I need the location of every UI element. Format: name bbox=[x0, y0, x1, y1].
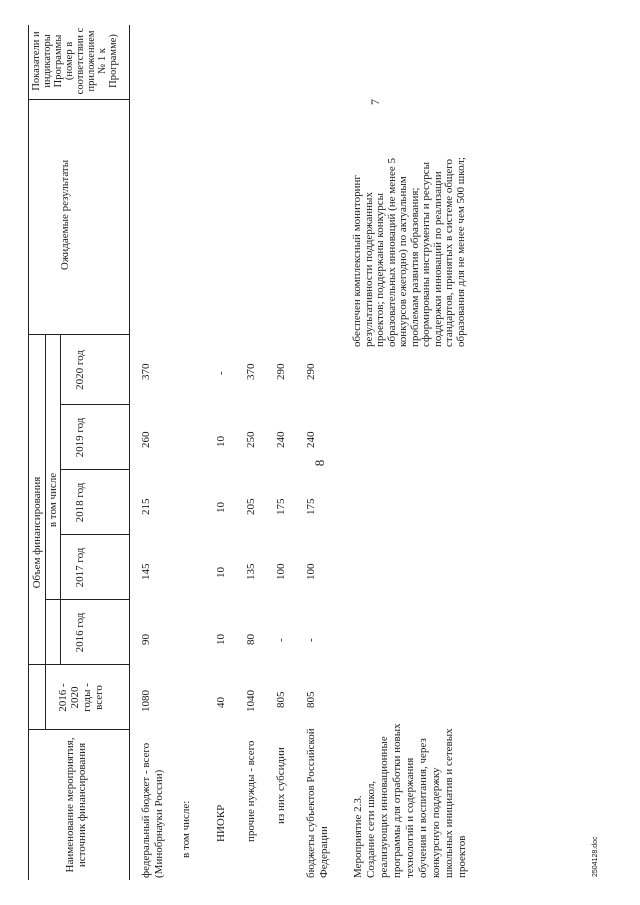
header-name: Наименование мероприятия, источник финансирования bbox=[64, 737, 88, 873]
header-indicators: Показатели и индикаторы Программы (номер в соответствии с приложением № 1 к Программе) bbox=[31, 27, 119, 95]
row-name: прочие нужды - всего bbox=[245, 740, 257, 842]
header-divider bbox=[29, 729, 129, 730]
row-2019: 260 bbox=[140, 431, 152, 448]
row-total: 805 bbox=[305, 691, 317, 708]
header-year: 2019 год bbox=[74, 417, 86, 458]
event-text: Создание сети школ, реализующих инновационные программы для отработки новых технологий и содержания обучения и воспитания, через конкурсную поддержку школьных инициатив и сетевых проектов bbox=[365, 723, 468, 878]
row-total: 40 bbox=[215, 697, 227, 708]
row-2017: 10 bbox=[215, 567, 227, 578]
event-title: Мероприятие 2.3. bbox=[352, 795, 364, 878]
header-in-that: в том числе bbox=[47, 472, 59, 528]
header-hline bbox=[45, 335, 46, 730]
row-2016: 90 bbox=[140, 634, 152, 645]
header-divider bbox=[61, 404, 129, 405]
row-2016: - bbox=[305, 638, 317, 642]
row-total: 1080 bbox=[140, 690, 152, 712]
header-year: 2017 год bbox=[74, 547, 86, 588]
row-total: 805 bbox=[275, 691, 287, 708]
expected-results: обеспечен комплексный мониторинг результативности поддержанных проектов; поддержаны конкурсы образовательных инноваций (не менее 5 конкурсов ежегодно) по актуальным проблемам развития образования; сформированы инструменты и ресурсы поддержки инноваций по реализации стандартов, принятых в системе общего образования для не менее чем 500 школ; bbox=[351, 157, 467, 347]
header-divider bbox=[29, 334, 129, 335]
table-header bbox=[28, 25, 130, 880]
row-name: в том числе: bbox=[180, 800, 192, 858]
row-2018: 175 bbox=[305, 498, 317, 515]
table-row bbox=[305, 25, 335, 880]
row-2018: 205 bbox=[245, 498, 257, 515]
row-2016: 10 bbox=[215, 634, 227, 645]
header-divider bbox=[29, 664, 129, 665]
header-volume: Объем финансирования bbox=[31, 476, 43, 589]
row-2020: 290 bbox=[275, 363, 287, 380]
header-results: Ожидаемые результаты bbox=[59, 159, 71, 271]
row-2019: 250 bbox=[245, 431, 257, 448]
header-hline bbox=[60, 335, 61, 665]
row-2018: 175 bbox=[275, 498, 287, 515]
side-page-number: 7 bbox=[368, 99, 382, 105]
header-divider bbox=[61, 469, 129, 470]
row-total: 1040 bbox=[245, 690, 257, 712]
row-2019: 240 bbox=[305, 431, 317, 448]
row-2020: 370 bbox=[140, 363, 152, 380]
row-2018: 10 bbox=[215, 502, 227, 513]
row-2017: 100 bbox=[305, 563, 317, 580]
row-2017: 100 bbox=[275, 563, 287, 580]
header-year: 2018 год bbox=[74, 482, 86, 523]
row-2018: 215 bbox=[140, 498, 152, 515]
document-footer: 2504128.doc bbox=[592, 836, 599, 877]
row-name: из них субсидии bbox=[275, 747, 287, 824]
row-2017: 145 bbox=[140, 563, 152, 580]
row-2019: 10 bbox=[215, 436, 227, 447]
row-name: федеральный бюджет - всего (Минобрнауки России) bbox=[140, 742, 165, 878]
page-number: 8 bbox=[312, 459, 327, 467]
row-2020: 290 bbox=[305, 363, 317, 380]
header-year: 2016 год bbox=[74, 612, 86, 653]
row-2019: 240 bbox=[275, 431, 287, 448]
row-2020: 370 bbox=[245, 363, 257, 380]
header-divider bbox=[29, 99, 129, 100]
table-row bbox=[140, 25, 170, 880]
row-2016: - bbox=[275, 638, 287, 642]
header-divider bbox=[61, 534, 129, 535]
row-name: бюджеты субъектов Российской Федерации bbox=[305, 728, 330, 878]
header-year: 2020 год bbox=[74, 350, 86, 390]
header-total: 2016 - 2020 годы - всего bbox=[57, 683, 105, 712]
row-name: НИОКР bbox=[215, 804, 227, 842]
row-2017: 135 bbox=[245, 563, 257, 580]
row-2016: 80 bbox=[245, 634, 257, 645]
row-2020: - bbox=[215, 371, 227, 375]
